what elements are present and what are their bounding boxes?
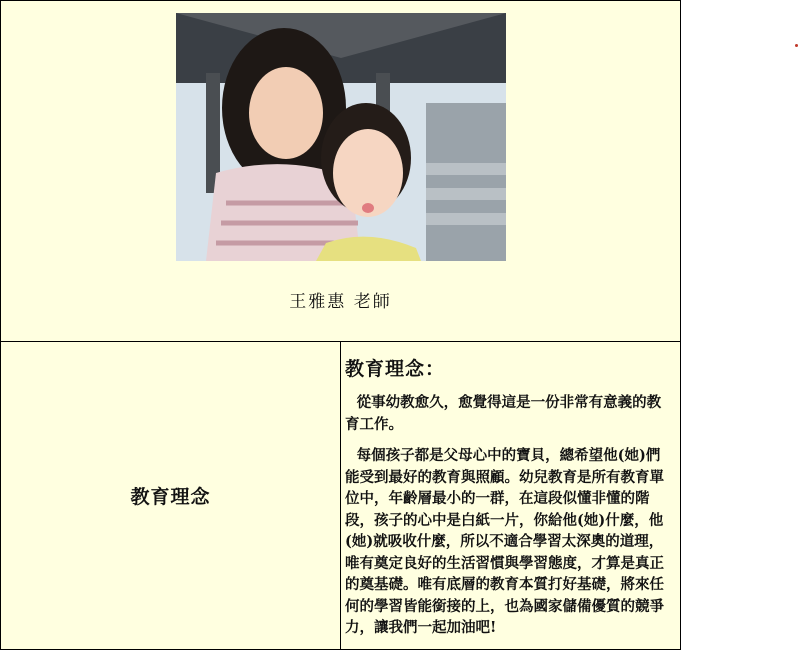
photo-cell <box>1 1 681 342</box>
teacher-name: 王雅惠 老師 <box>289 292 392 312</box>
philosophy-label: 教育理念 <box>1 342 341 650</box>
philosophy-paragraph: 每個孩子都是父母心中的寶貝，總希望他(她)們能受到最好的教育與照顧。幼兒教育是所有教育單位中，年齡層最小的一群，在這段似懂非懂的階段，孩子的心中是白紙一片，你給他(她)什麼，他(她)就吸收什麼，所以不適合學習太深奧的道理，唯有奠定良好的生活習慣與學習態度，才算是真正的奠基礎。唯有底層的教育本質打好基礎，將來任何的學習皆能銜接的上，也為國家儲備優質的競爭力，讓我們一起加油吧! <box>345 447 664 636</box>
philosophy-paragraph: 從事幼教愈久，愈覺得這是一份非常有意義的教育工作。 <box>345 394 662 433</box>
philosophy-content <box>341 342 681 650</box>
red-dot-marker <box>795 44 798 47</box>
teacher-photo <box>176 13 506 261</box>
philosophy-title: 教育理念： <box>345 358 446 380</box>
